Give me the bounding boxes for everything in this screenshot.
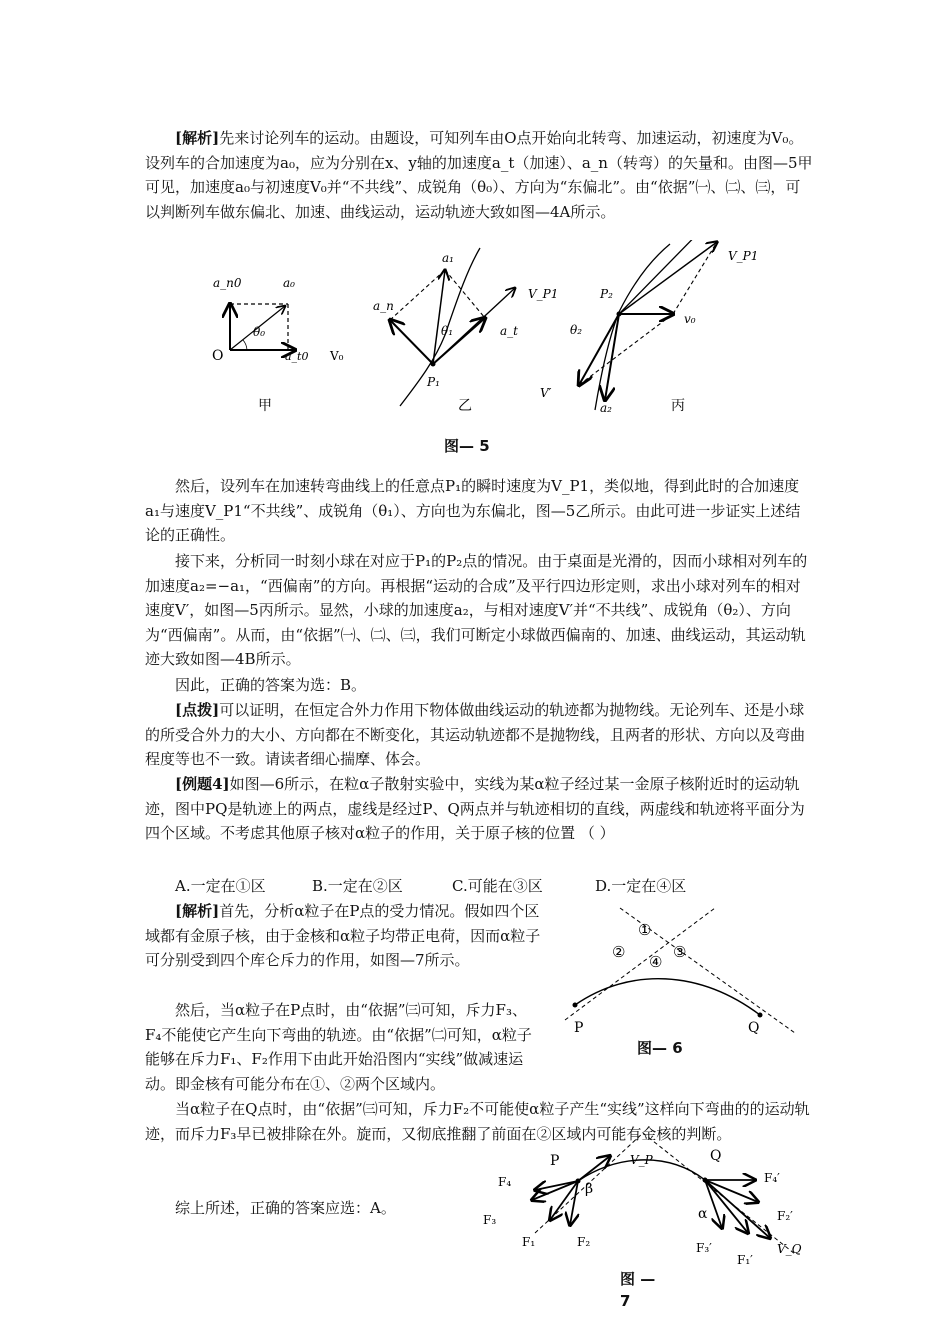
option-b: B.一定在②区 — [312, 877, 403, 895]
analysis-paragraph-1: [解析]先来讨论列车的运动。由题设，可知列车由O点开始向北转弯、加速运动，初速度为V₀。设列车的合加速度为a₀，应为分别在x、y轴的加速度a_t（加速）、a_n（转弯）的矢量和。由图—5甲可见，加速度a₀与初速度V₀并“不共线”、成锐角（θ₀）、方向为“东偏北”。由“依据”㈠、㈡、㈢，可以判断列车做东偏北、加速、曲线运动，运动轨迹大致如图—4A所示。 — [145, 129, 813, 221]
label-V0: V₀ — [330, 349, 344, 363]
example-4-paragraph: [例题4]如图—6所示，在粒α子散射实验中，实线为某α粒子经过某一金原子核附近时的运动轨迹，图中PQ是轨迹上的两点，虚线是经过P、Q两点并与轨迹相切的直线，两虚线和轨迹将平面分为四个区域。不考虑其他原子核对α粒子的作用，关于原子核的位置 （ ） — [145, 775, 805, 842]
figure-5-yi — [373, 248, 558, 414]
label-P1: P₁ — [427, 375, 440, 389]
figure-5-bing — [540, 240, 758, 415]
figure-5 — [195, 240, 795, 430]
option-d: D.一定在④区 — [595, 877, 687, 895]
hint-tag: [点拨] — [175, 701, 220, 719]
label-VP: V_P — [630, 1153, 653, 1167]
analysis-paragraph-2: [解析]首先，分析α粒子在P点的受力情况。假如四个区域都有金原子核，由于金核和α粒子均带正电荷，因而α粒子可分别受到四个库仑斥力的作用，如图—7所示。 — [145, 902, 541, 969]
option-c: C.可能在③区 — [452, 877, 543, 895]
label-F2: F₂ — [577, 1235, 591, 1249]
label-yi: 乙 — [458, 398, 472, 414]
region-3: ③ — [673, 943, 687, 961]
label-F4: F₄ — [498, 1175, 512, 1189]
analysis-tag: [解析] — [175, 129, 220, 147]
example-4-tag: [例题4] — [175, 775, 230, 793]
label-v0: v₀ — [684, 312, 696, 326]
label-F1p: F₁′ — [737, 1253, 753, 1267]
paragraph-2: 然后，设列车在加速转弯曲线上的任意点P₁的瞬时速度为V_P1，类似地，得到此时的合加速度a₁与速度V_P1“不共线”、成锐角（θ₁）、方向也为东偏北，图—5乙所示。由此可进一步证实上述结论的正确性。 — [145, 477, 801, 544]
label-an0: a_n0 — [213, 276, 242, 290]
label-a0: a₀ — [283, 276, 295, 290]
label-theta2: θ₂ — [570, 323, 583, 337]
option-a: A.一定在①区 — [175, 877, 266, 895]
label-Q-fig7: Q — [710, 1148, 722, 1164]
figure-7 — [480, 1128, 810, 1270]
label-F4p: F₄′ — [764, 1171, 780, 1185]
label-alpha: α — [698, 1206, 708, 1222]
label-P-fig7: P — [550, 1153, 560, 1169]
label-beta: β — [585, 1181, 594, 1197]
figure-5-caption: 图— 5 — [444, 437, 490, 455]
label-VP1-bing: V_P1 — [728, 249, 759, 263]
region-4: ④ — [649, 953, 663, 971]
label-O: O — [212, 348, 224, 364]
label-at0: a_t0 — [285, 350, 309, 363]
label-a2: a₂ — [600, 401, 612, 415]
label-P-fig6: P — [574, 1020, 584, 1036]
label-F3: F₃ — [483, 1213, 497, 1227]
label-VQ: V_Q — [777, 1242, 802, 1256]
label-theta0: θ₀ — [253, 325, 266, 339]
label-F1: F₁ — [522, 1235, 536, 1249]
label-theta1: θ₁ — [441, 324, 454, 338]
label-jia: 甲 — [258, 398, 272, 414]
label-F3p: F₃′ — [696, 1241, 712, 1255]
label-a1: a₁ — [442, 251, 454, 265]
label-F2p: F₂′ — [777, 1209, 793, 1223]
answer-options — [175, 874, 686, 898]
hint-paragraph: [点拨]可以证明，在恒定合外力作用下物体做曲线运动的轨迹都为抛物线。无论列车、还是小球的所受合外力的大小、方向都在不断变化，其运动轨迹都不是抛物线，且两者的形状、方向以及弯曲程度等也不一致。请读者细心揣摩、体会。 — [145, 701, 806, 768]
paragraph-4: 因此，正确的答案为选：B。 — [175, 676, 367, 694]
label-at: a_t — [500, 324, 518, 338]
region-2: ② — [612, 943, 626, 961]
label-Q-fig6: Q — [748, 1020, 760, 1036]
region-1: ① — [638, 921, 652, 939]
label-VP1-yi: V_P1 — [528, 287, 559, 301]
label-bing: 丙 — [671, 398, 685, 414]
figure-7-caption: 图 — 7 — [620, 1270, 656, 1310]
paragraph-8: 当α粒子在Q点时，由“依据”㈢可知，斥力F₂不可能使α粒子产生“实线”这样向下弯曲的的运动轨迹，而斥力F₃早已被排除在外。旋而，又彻底推翻了前面在②区域内可能有金核的判断。 — [145, 1100, 810, 1143]
figure-6 — [560, 905, 805, 1040]
paragraph-9: 综上所述，正确的答案应选：A。 — [175, 1199, 396, 1217]
paragraph-3: 接下来，分析同一时刻小球在对应于P₁的P₂点的情况。由于桌面是光滑的，因而小球相对列车的加速度a₂=−a₁，“西偏南”的方向。再根据“运动的合成”及平行四边形定则，求出小球对列车的相对速度V′，如图—5丙所示。显然，小球的加速度a₂，与相对速度V′并“不共线”、成锐角（θ₂）、方向为“西偏南”。从而，由“依据”㈠、㈡、㈢，我们可断定小球做西偏南的、加速、曲线运动，其运动轨迹大致如图—4B所示。 — [145, 552, 808, 668]
analysis-tag-2: [解析] — [175, 902, 220, 920]
paragraph-7: 然后，当α粒子在P点时，由“依据”㈢可知，斥力F₃、F₄不能使它产生向下弯曲的轨迹。由“依据”㈡可知，α粒子能够在斥力F₁、F₂作用下由此开始沿图内“实线”做减速运动。即金核有可能分布在①、②两个区域内。 — [145, 1001, 532, 1093]
figure-5-jia — [212, 276, 344, 414]
figure-6-caption: 图— 6 — [637, 1039, 683, 1057]
label-P2: P₂ — [600, 287, 613, 301]
label-Vprime: V′ — [540, 386, 552, 400]
label-an: a_n — [373, 299, 394, 313]
